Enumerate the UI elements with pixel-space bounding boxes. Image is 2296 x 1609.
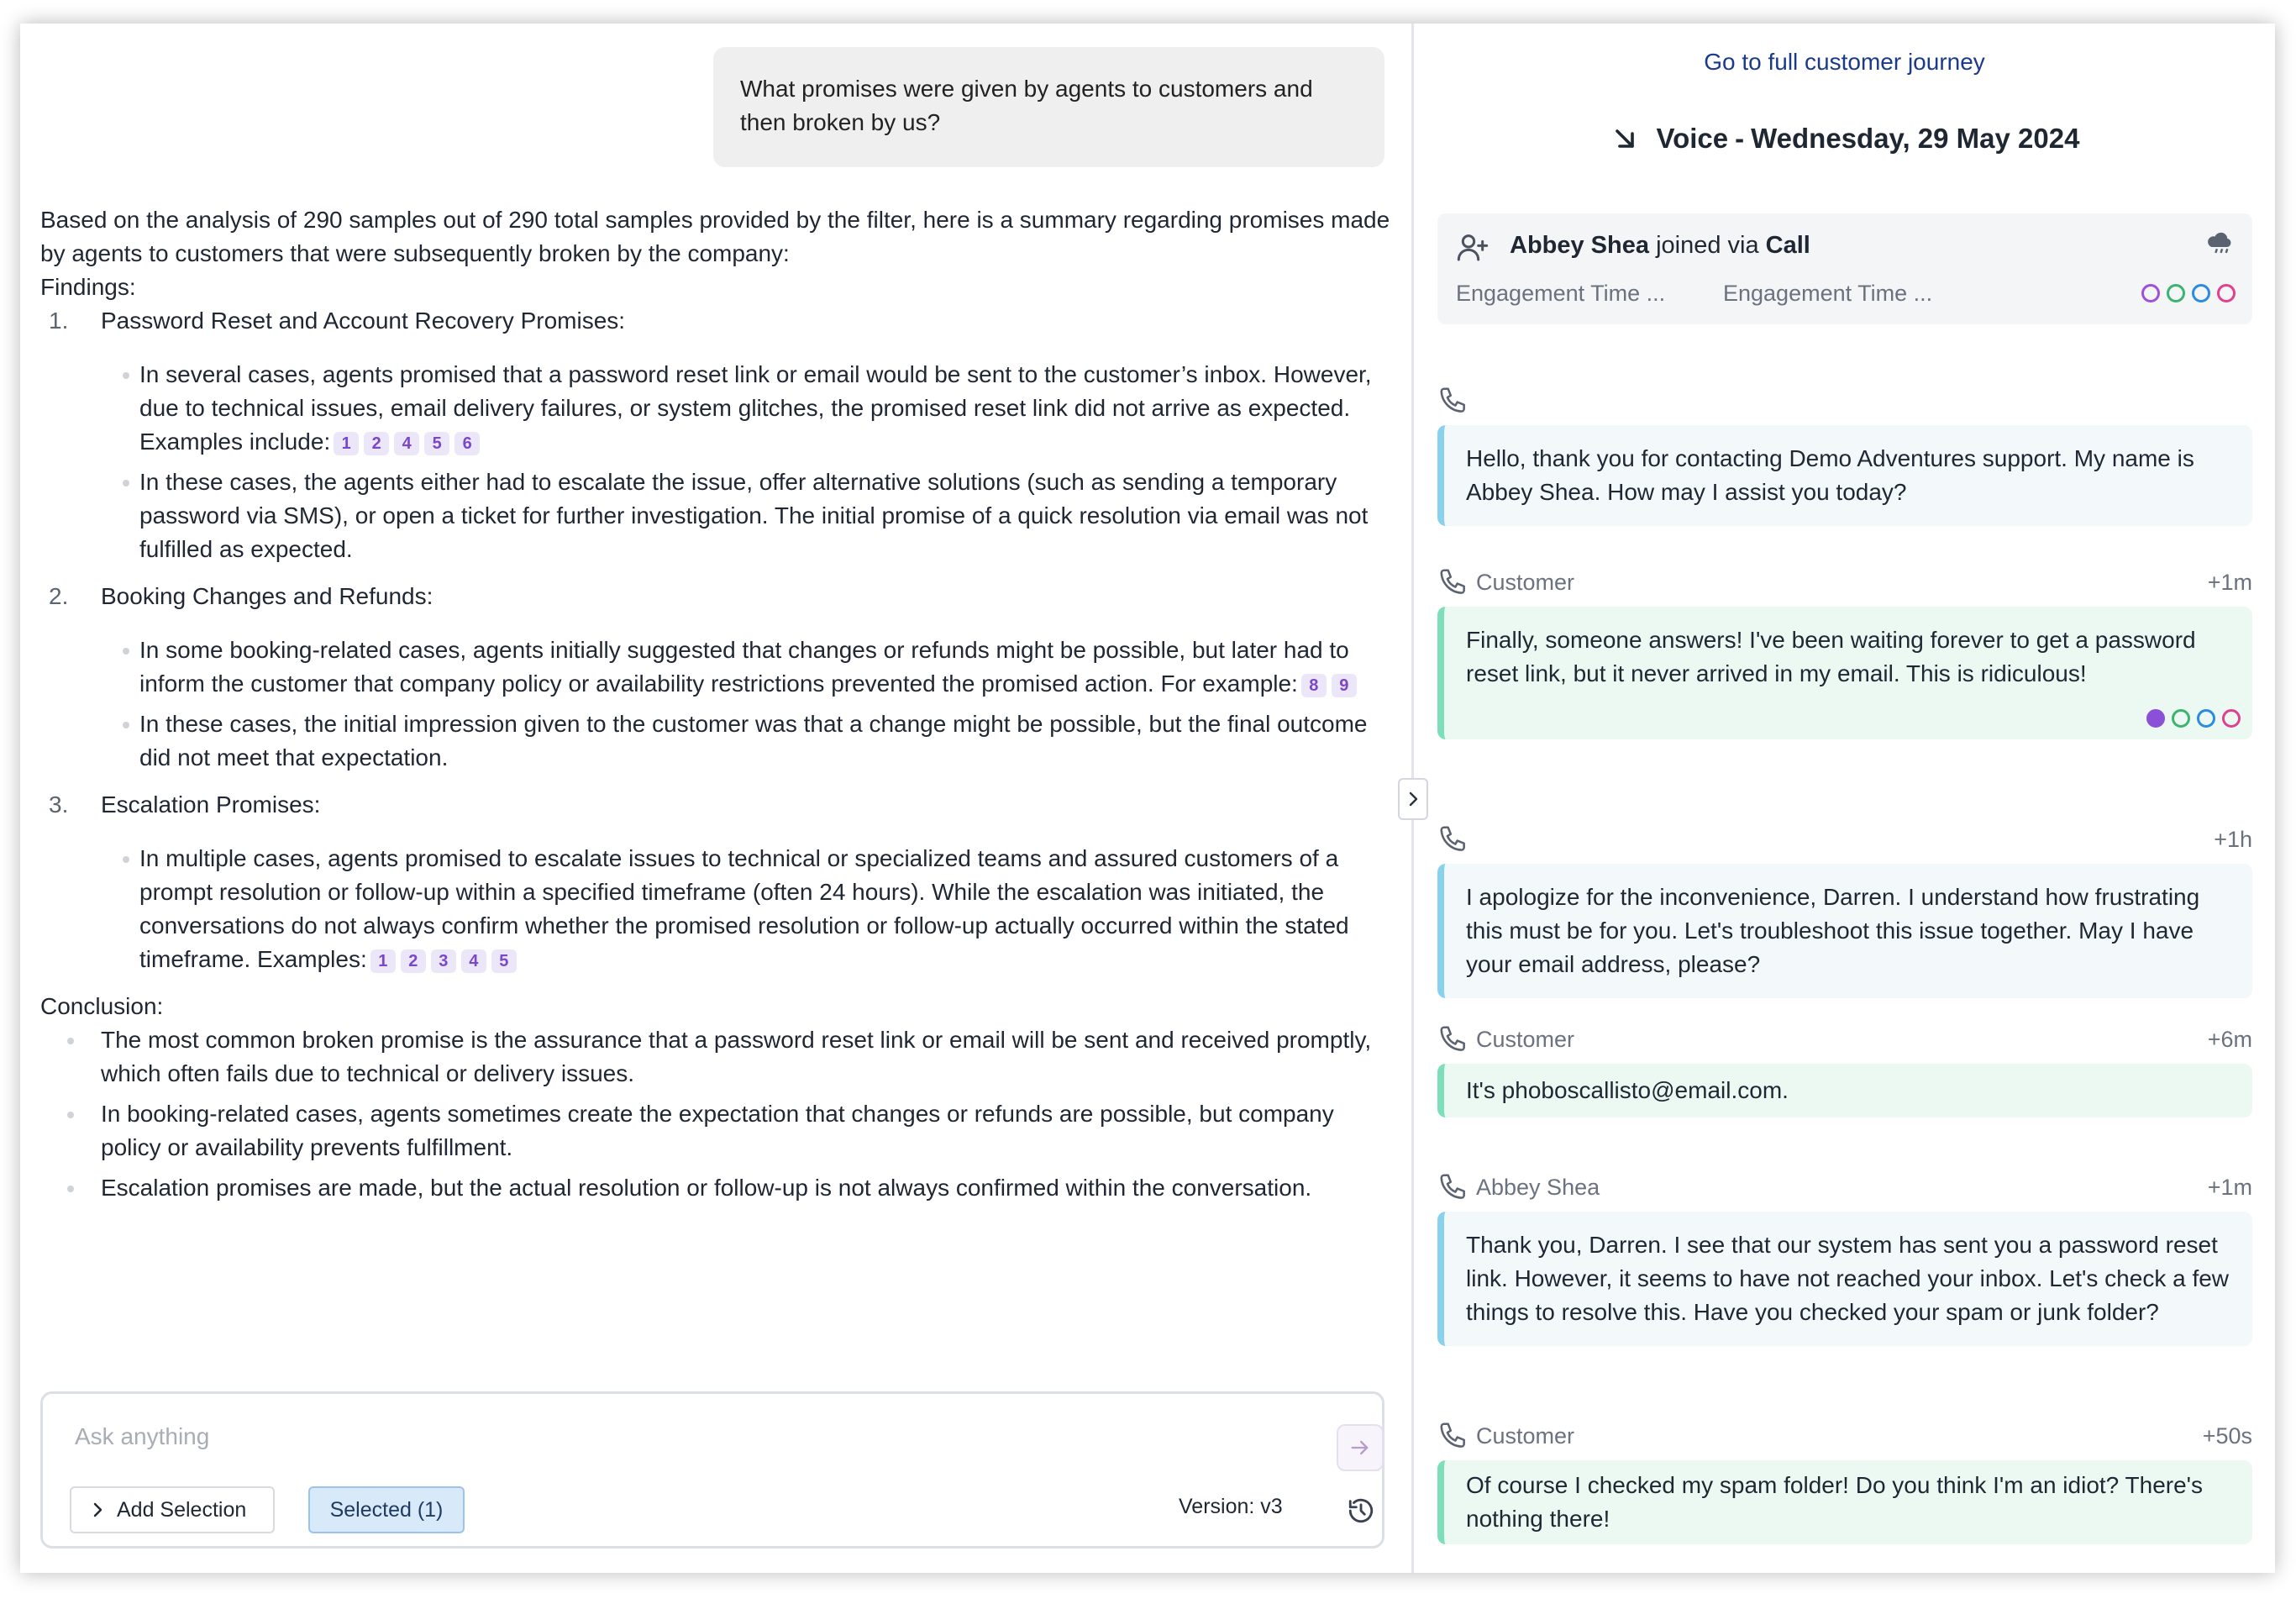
section-number: 3. bbox=[49, 791, 69, 818]
chat-composer bbox=[40, 1391, 1384, 1549]
status-dot bbox=[2141, 284, 2160, 302]
time-delta: +1m bbox=[2207, 1175, 2252, 1200]
ask-input[interactable] bbox=[75, 1417, 1251, 1456]
selected-button[interactable]: Selected (1) bbox=[308, 1486, 465, 1533]
time-delta: +50s bbox=[2202, 1423, 2252, 1449]
transcript-message bbox=[1437, 1420, 2252, 1544]
message-text: Finally, someone answers! I've been waiting forever to get a password reset link, but it never arrived in my email. This is ridiculous! bbox=[1437, 607, 2252, 739]
message-text: Hello, thank you for contacting Demo Adventures support. My name is Abbey Shea. How may I assist you today? bbox=[1437, 425, 2252, 526]
channel-label: Voice bbox=[1656, 123, 1729, 154]
conclusion-bullet: In booking-related cases, agents sometimes create the expectation that changes or refunds are possible, but company policy or availability prevents fulfillment. bbox=[20, 1097, 1381, 1165]
phone-icon bbox=[1437, 385, 1469, 417]
interaction-date: Wednesday, 29 May 2024 bbox=[1751, 123, 2080, 154]
version-label: Version: v3 bbox=[1179, 1495, 1283, 1518]
finding-bullet: In several cases, agents promised that a password reset link or email would be sent to the customer’s inbox. However, due to technical issues, email delivery failures, or system glitches, the promised reset link did not arrive as expected. Examples include: 1 2 4 5 6 bbox=[40, 358, 1401, 459]
phone-icon bbox=[1437, 1420, 1469, 1452]
speaker-name: Abbey Shea bbox=[1476, 1175, 1600, 1200]
time-delta: +1m bbox=[2207, 570, 2252, 595]
status-dot bbox=[2146, 709, 2165, 728]
transcript-message bbox=[1437, 1023, 2252, 1117]
citation-group bbox=[334, 432, 480, 455]
finding-section bbox=[40, 304, 1401, 566]
phone-icon bbox=[1437, 1171, 1469, 1203]
add-selection-label: Add Selection bbox=[117, 1497, 247, 1522]
add-selection-button[interactable] bbox=[70, 1486, 275, 1533]
scroll-fade bbox=[20, 1368, 1411, 1393]
finding-section bbox=[40, 788, 1401, 976]
finding-bullet: In these cases, the initial impression given to the customer was that a change might be possible, but the final outcome did not meet that expectation. bbox=[40, 707, 1401, 775]
history-icon[interactable] bbox=[1347, 1496, 1375, 1525]
citation-chip[interactable]: 5 bbox=[424, 432, 449, 455]
message-text: It's phoboscallisto@email.com. bbox=[1437, 1064, 2252, 1117]
citation-chip[interactable]: 8 bbox=[1301, 674, 1327, 697]
status-dot bbox=[2172, 709, 2190, 728]
findings-heading: Findings: bbox=[40, 274, 136, 300]
section-number: 2. bbox=[49, 583, 69, 609]
send-button[interactable] bbox=[1337, 1424, 1384, 1471]
engagement-time: Engagement Time ... bbox=[1456, 281, 1666, 306]
cloud-icon[interactable] bbox=[2204, 227, 2236, 255]
citation-chip[interactable]: 4 bbox=[394, 432, 419, 455]
message-text: Of course I checked my spam folder! Do you think I'm an idiot? There's nothing there! bbox=[1437, 1460, 2252, 1544]
status-indicators bbox=[2141, 284, 2236, 302]
assistant-answer bbox=[40, 203, 1401, 1212]
transcript-message bbox=[1437, 566, 2252, 739]
participant-card bbox=[1437, 213, 2252, 324]
message-text: Thank you, Darren. I see that our system has sent you a password reset link. However, it seems to have not reached your inbox. Let's check a few things to resolve this. Have you checked your spam or junk folder? bbox=[1437, 1212, 2252, 1346]
message-text: I apologize for the inconvenience, Darren. I understand how frustrating this must be for you. Let's troubleshoot this issue together. May I have your email address, please? bbox=[1437, 864, 2252, 998]
citation-chip[interactable]: 2 bbox=[364, 432, 389, 455]
status-dot bbox=[2217, 284, 2236, 302]
arrow-right-icon bbox=[1348, 1436, 1372, 1459]
speaker-name: Customer bbox=[1476, 570, 1575, 595]
conclusion-heading: Conclusion: bbox=[40, 993, 164, 1019]
phone-icon bbox=[1437, 1023, 1469, 1055]
phone-icon bbox=[1437, 823, 1469, 855]
time-delta: +1h bbox=[2214, 827, 2252, 852]
citation-chip[interactable]: 9 bbox=[1332, 674, 1357, 697]
joined-text: Abbey Shea joined via Call bbox=[1510, 232, 1810, 259]
transcript-message bbox=[1437, 385, 2252, 526]
status-dot bbox=[2192, 284, 2210, 302]
header-separator: - bbox=[1735, 123, 1745, 154]
journey-pane bbox=[1414, 24, 2275, 1573]
citation-chip[interactable]: 1 bbox=[370, 949, 396, 973]
citation-chip[interactable]: 3 bbox=[431, 949, 456, 973]
user-plus-icon bbox=[1456, 230, 1490, 264]
assistant-pane bbox=[20, 24, 1411, 1573]
section-title: Booking Changes and Refunds: bbox=[101, 583, 433, 609]
citation-group bbox=[1301, 674, 1357, 697]
speaker-name: Customer bbox=[1476, 1423, 1575, 1449]
app-window bbox=[20, 24, 2275, 1573]
interaction-header bbox=[1414, 123, 2275, 155]
citation-chip[interactable]: 4 bbox=[461, 949, 486, 973]
citation-chip[interactable]: 1 bbox=[334, 432, 359, 455]
customer-journey-link[interactable]: Go to full customer journey bbox=[1704, 49, 1985, 75]
finding-bullet: In multiple cases, agents promised to escalate issues to technical or specialized teams and assured customers of a prompt resolution or follow-up within a specified timeframe (often 24 hours). While the escalation was initiated, the conversations do not always confirm whether the promised resolution or follow-up actually occurred within the stated timeframe. Examples: 1 2 3 4 5 bbox=[40, 842, 1401, 976]
status-dot bbox=[2222, 709, 2241, 728]
transcript-message bbox=[1437, 1171, 2252, 1346]
status-indicators bbox=[2146, 709, 2241, 728]
status-dot bbox=[2167, 284, 2185, 302]
status-dot bbox=[2197, 709, 2215, 728]
section-number: 1. bbox=[49, 308, 69, 334]
transcript-message bbox=[1437, 823, 2252, 998]
finding-bullet: In these cases, the agents either had to escalate the issue, offer alternative solutions (such as sending a temporary password via SMS), or open a ticket for further investigation. The initial promise of a quick resolution via email was not fulfilled as expected. bbox=[40, 465, 1401, 566]
finding-section bbox=[40, 580, 1401, 775]
engagement-time: Engagement Time ... bbox=[1723, 281, 1933, 306]
conclusion-bullet: The most common broken promise is the assurance that a password reset link or email will be sent and received promptly, which often fails due to technical or delivery issues. bbox=[20, 1023, 1381, 1091]
speaker-name: Customer bbox=[1476, 1027, 1575, 1052]
answer-intro: Based on the analysis of 290 samples out of 290 total samples provided by the filter, here is a summary regarding promises made by agents to customers that were subsequently broken by the company: bbox=[40, 207, 1390, 266]
conclusion-bullet: Escalation promises are made, but the actual resolution or follow-up is not always confirmed within the conversation. bbox=[20, 1171, 1381, 1205]
user-question-bubble: What promises were given by agents to customers and then broken by us? bbox=[713, 47, 1384, 167]
phone-icon bbox=[1437, 566, 1469, 598]
chevron-right-icon bbox=[90, 1501, 105, 1519]
citation-group bbox=[370, 949, 517, 973]
time-delta: +6m bbox=[2207, 1027, 2252, 1052]
citation-chip[interactable]: 2 bbox=[401, 949, 426, 973]
finding-bullet: In some booking-related cases, agents initially suggested that changes or refunds might be possible, but later had to inform the customer that company policy or availability restrictions prevented the promised action. For example: 8 9 bbox=[40, 634, 1401, 701]
inbound-arrow-icon bbox=[1610, 124, 1640, 154]
citation-chip[interactable]: 6 bbox=[454, 432, 480, 455]
section-title: Password Reset and Account Recovery Promises: bbox=[101, 308, 626, 334]
citation-chip[interactable]: 5 bbox=[491, 949, 517, 973]
section-title: Escalation Promises: bbox=[101, 791, 321, 818]
